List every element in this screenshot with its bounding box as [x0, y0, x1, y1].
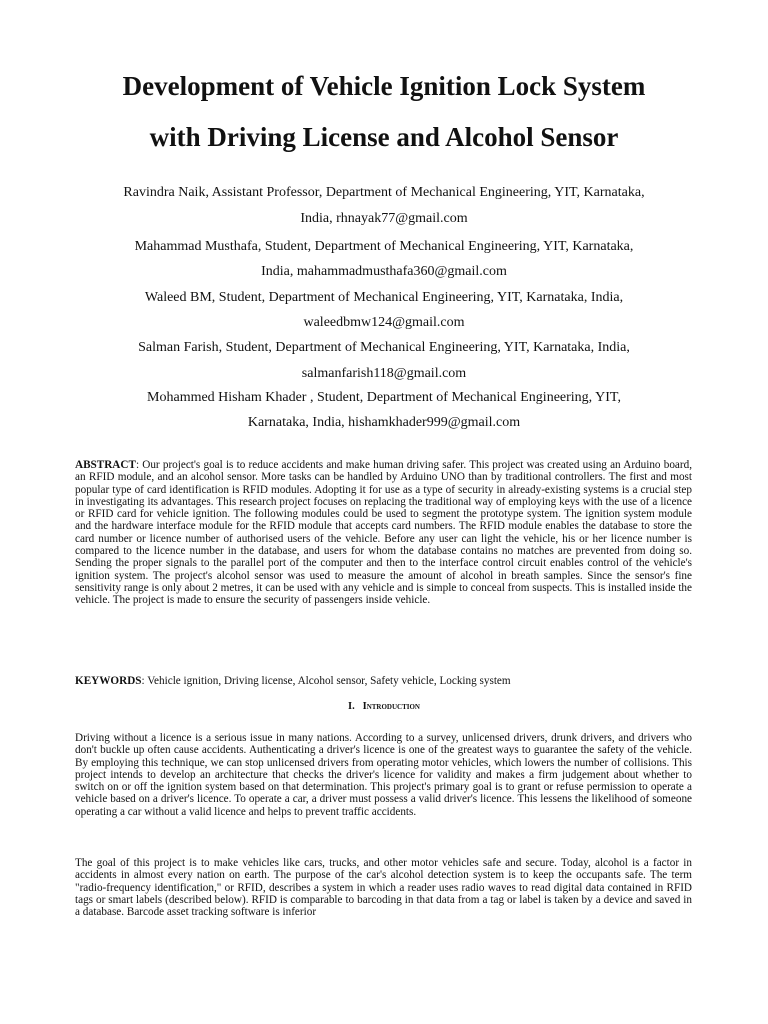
- keywords: [75, 675, 692, 687]
- author-4-line-2: salmanfarish118@gmail.com: [301, 366, 467, 381]
- author-4-line-1: Salman Farish, Student, Department of Mechanical Engineering, YIT, Karnataka, India,: [138, 340, 630, 355]
- intro-paragraph-1: Driving without a licence is a serious issue in many nations. According to a survey, unlicensed drivers, drunk drivers, and drivers who don't buckle up often cause accidents. Authenticating a driver's licence is one of the greatest ways to guarantee the safety of the vehicle. By employing this technique, we can stop unlicensed drivers from operating motor vehicles, which lowers the number of collisions. This project intends to develop an architecture that checks the driver's licence for validity and makes a firm judgement about whether to switch on or off the ignition system based on that determination. This project's primary goal is to grant or refuse permission to operate a vehicle based on a driver's licence. To operate a car, a driver must possess a valid driver's licence. This lessens the likelihood of someone operating a car without a valid licence and helps to prevent traffic accidents.: [75, 732, 692, 818]
- author-2-line-2: India, mahammadmusthafa360@gmail.com: [261, 264, 507, 279]
- author-1-line-2: India, rhnayak77@gmail.com: [300, 211, 468, 226]
- author-5-line-2: Karnataka, India, hishamkhader999@gmail.com: [247, 415, 521, 430]
- author-5-line-1: Mohammed Hisham Khader , Student, Department of Mechanical Engineering, YIT,: [147, 390, 621, 405]
- author-3-line-1: Waleed BM, Student, Department of Mechanical Engineering, YIT, Karnataka, India,: [144, 290, 624, 305]
- paper-title-line-2: with Driving License and Alcohol Sensor: [149, 122, 619, 152]
- abstract-text: : Our project's goal is to reduce accidents and make human driving safer. This project was created using an Arduino board, an RFID module, and an alcohol sensor. More tasks can be handled by Arduino UNO than by traditional controllers. The first and most popular type of card identification is RFID modules. Adopting it for use as a type of security in already-existing systems is a crucial step in investigating its advantages. This research project focuses on replacing the traditional way of employing keys with the use of a licence or RFID card for vehicle ignition. The following modules could be used to segment the prototype system. The ignition system module and the hardware interface module for the RFID module that accepts card numbers. The RFID module enables the database to store the card number or licence number of authorised users of the vehicle. Before any user can light the vehicle, his or her licence number is compared to the licence number in the database, and users for whom the database contains no matches are prevented from doing so. Sending the proper signals to the parallel port of the computer and then to the interface control circuit enables control of the vehicle's ignition system. The project's alcohol sensor was used to measure the amount of alcohol in breath samples. Since the sensor's fine sensitivity range is only about 2 metres, it can be used with any vehicle and is simple to conceal from suspects. This is installed inside the vehicle. The project is made to ensure the security of passengers inside vehicle.: [75, 459, 692, 607]
- section-heading-introduction: [0, 702, 768, 713]
- keywords-text: : Vehicle ignition, Driving license, Alcohol sensor, Safety vehicle, Locking system: [141, 675, 511, 687]
- paper-title-line-1: Development of Vehicle Ignition Lock System: [122, 71, 646, 101]
- section-title: Introduction: [362, 701, 420, 712]
- author-1-line-1: Ravindra Naik, Assistant Professor, Department of Mechanical Engineering, YIT, Karnataka,: [123, 185, 645, 200]
- author-3-line-2: waleedbmw124@gmail.com: [303, 315, 465, 330]
- section-number: I.: [348, 701, 355, 712]
- abstract: [75, 459, 692, 607]
- abstract-label: ABSTRACT: [75, 459, 136, 471]
- author-2-line-1: Mahammad Musthafa, Student, Department of Mechanical Engineering, YIT, Karnataka,: [134, 239, 634, 254]
- intro-paragraph-2: The goal of this project is to make vehicles like cars, trucks, and other motor vehicles safe and secure. Today, alcohol is a factor in accidents in almost every nation on earth. The purpose of the car's alcohol detection system is to keep the occupants safe. The term "radio-frequency identification," or RFID, describes a system in which a reader uses radio waves to read digital data contained in RFID tags or smart labels (described below). RFID is comparable to barcoding in that data from a tag or label is taken by a device and saved in a database. Barcode asset tracking software is inferior: [75, 857, 692, 919]
- keywords-label: KEYWORDS: [75, 675, 142, 687]
